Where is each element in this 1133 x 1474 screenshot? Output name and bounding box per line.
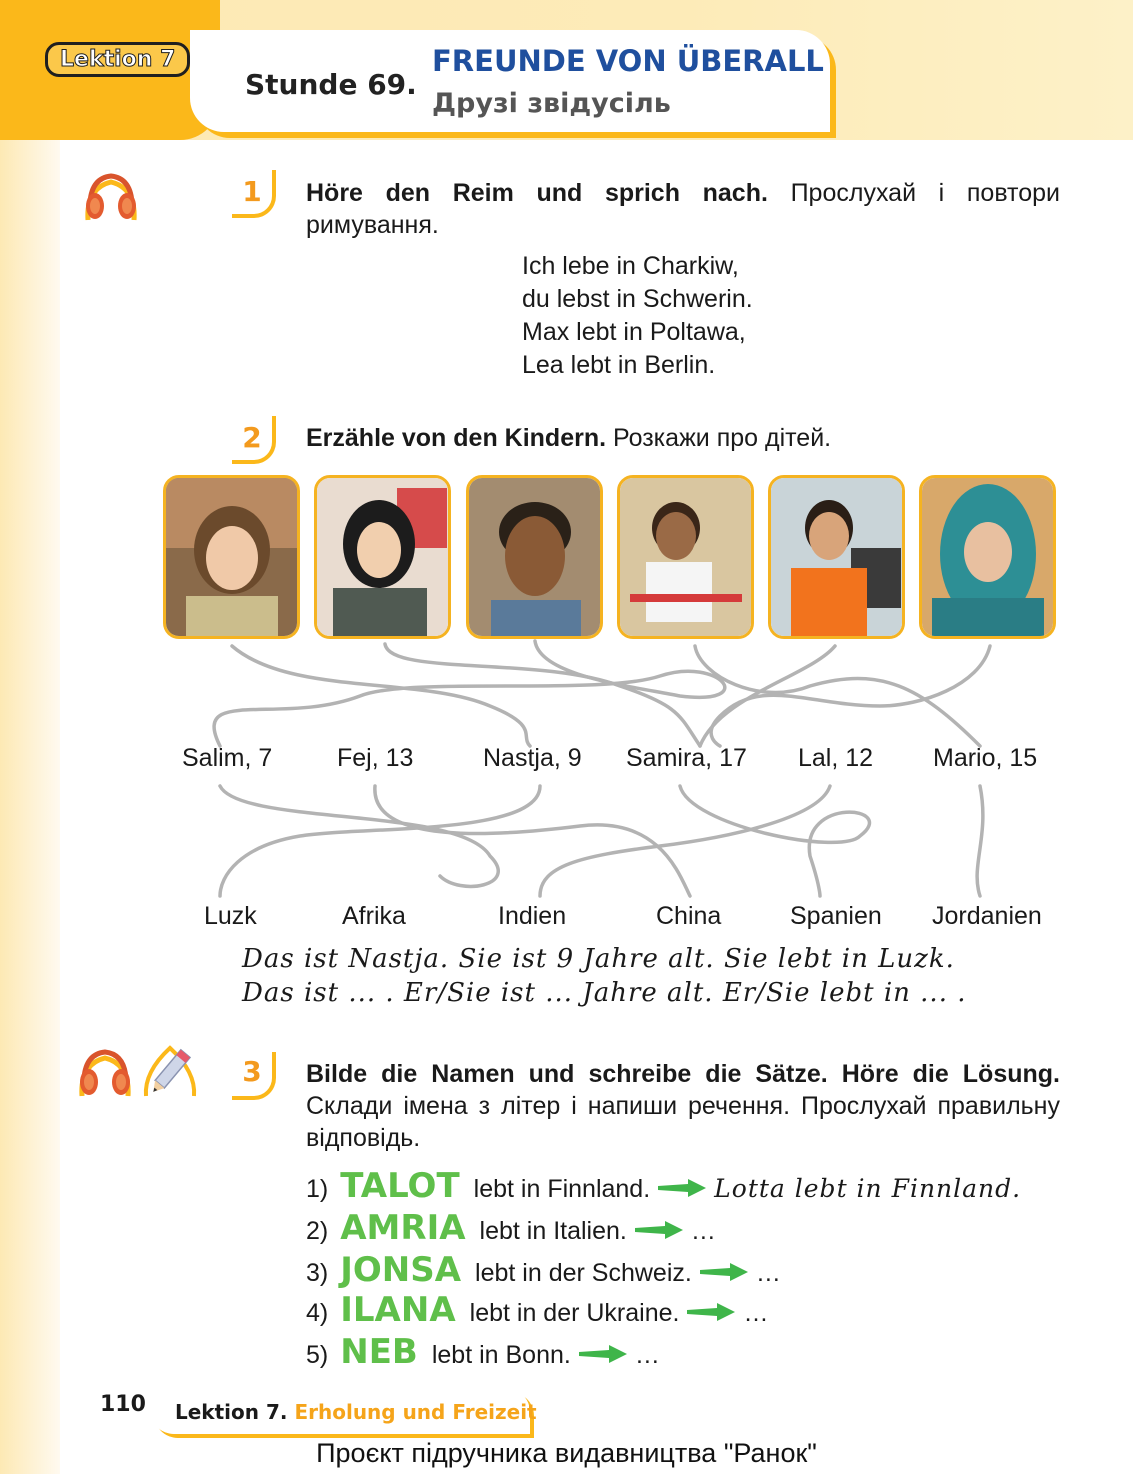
arrow-right-icon [635,1221,683,1239]
answer-placeholder: … [743,1299,769,1327]
place-label: Indien [498,902,567,930]
exercise-3-instruction [306,1058,1060,1154]
name-label: Lal, 12 [798,744,874,772]
exercise-number: 1 [242,175,262,208]
instruction-translation: Розкажи про дітей. [613,424,832,452]
rhyme-line: Max lebt in Poltawa, [522,318,746,346]
page-number: 110 [100,1392,146,1417]
footer-lektion [175,1400,537,1424]
name-label: Mario, 15 [933,744,1038,772]
scrambled-name: JONSA [340,1250,462,1290]
list-item [306,1332,660,1372]
name-label: Nastja, 9 [483,744,582,772]
item-text: lebt in der Ukraine. [469,1299,680,1327]
answer-placeholder: … [755,1259,781,1287]
instruction-translation: Прослухай і повтори римування. [306,179,1060,239]
place-label: Spanien [790,902,882,930]
item-text: lebt in Italien. [479,1217,627,1245]
child-photo [617,475,754,639]
page-title: FREUNDE VON ÜBERALL [432,44,824,78]
answer-text: Lotta lebt in Finnland. [714,1174,1022,1203]
place-label: Jordanien [932,902,1042,930]
list-item [306,1166,1021,1206]
left-decor-band [0,0,60,1474]
headphones-icon[interactable] [72,1044,138,1104]
lektion-badge: Lektion 7 [45,42,190,77]
example-sentence: Das ist Nastja. Sie ist 9 Jahre alt. Sie lebt in Luzk. [242,944,955,974]
arrow-right-icon [700,1263,748,1281]
headphones-icon[interactable] [78,168,144,228]
matching-line [214,641,725,746]
item-text: lebt in Bonn. [431,1341,571,1369]
scrambled-name: ILANA [340,1290,456,1330]
rhyme-line: du lebst in Schwerin. [522,285,753,313]
item-number: 1) [306,1175,329,1203]
lesson-number: Stunde 69. [245,68,417,101]
exercise-number: 3 [242,1055,262,1088]
item-text: lebt in Finnland. [473,1175,651,1203]
matching-line [977,786,983,896]
child-photo [466,475,603,639]
rhyme-line: Ich lebe in Charkiw, [522,252,739,280]
list-item [306,1250,781,1290]
arrow-right-icon [658,1179,706,1197]
name-label: Salim, 7 [182,744,273,772]
arrow-right-icon [687,1303,735,1321]
item-text: lebt in der Schweiz. [475,1259,692,1287]
child-photo [768,475,905,639]
child-photo [163,475,300,639]
name-label: Samira, 17 [626,744,747,772]
item-number: 4) [306,1299,329,1327]
page-subtitle: Друзі звідусіль [432,88,671,119]
answer-placeholder: … [634,1341,660,1369]
exercise-number: 2 [242,421,262,454]
item-number: 5) [306,1341,329,1369]
footer-lektion-label: Lektion 7. [175,1400,288,1424]
scrambled-name: NEB [340,1332,418,1372]
footer-topic: Erholung und Freizeit [294,1400,537,1424]
exercise-1-instruction [306,177,1060,241]
child-photo [919,475,1056,639]
child-photo [314,475,451,639]
pencil-icon[interactable] [140,1042,200,1106]
matching-lines [160,636,1060,906]
instruction-bold: Erzähle von den Kindern. [306,424,607,452]
instruction-translation: Склади імена з літер і напиши речення. Прослухай правильну відповідь. [306,1092,1060,1152]
place-label: Luzk [204,902,257,930]
arrow-right-icon [579,1345,627,1363]
name-label: Fej, 13 [337,744,414,772]
scrambled-name: TALOT [340,1166,460,1206]
matching-line [711,646,990,746]
instruction-bold: Bilde die Namen und schreibe die Sätze. Höre die Lösung. [306,1060,1060,1088]
place-label: Afrika [342,902,406,930]
list-item [306,1290,768,1330]
matching-line [385,644,700,746]
rhyme-text [522,250,753,382]
exercise-2-instruction [306,422,1066,454]
answer-placeholder: … [690,1217,716,1245]
scrambled-name: AMRIA [340,1208,466,1248]
instruction-bold: Höre den Reim und sprich nach. [306,179,768,207]
matching-line [232,646,530,746]
rhyme-line: Lea lebt in Berlin. [522,351,716,379]
item-number: 2) [306,1217,329,1245]
example-template: Das ist ... . Er/Sie ist ... Jahre alt. Er/Sie lebt in ... . [242,978,967,1008]
publisher-note: Проєкт підручника видавництва "Ранок" [316,1438,817,1468]
list-item [306,1208,716,1248]
item-number: 3) [306,1259,329,1287]
place-label: China [656,902,722,930]
matching-line [540,786,830,896]
matching-line [220,786,498,886]
matching-line [680,786,869,896]
